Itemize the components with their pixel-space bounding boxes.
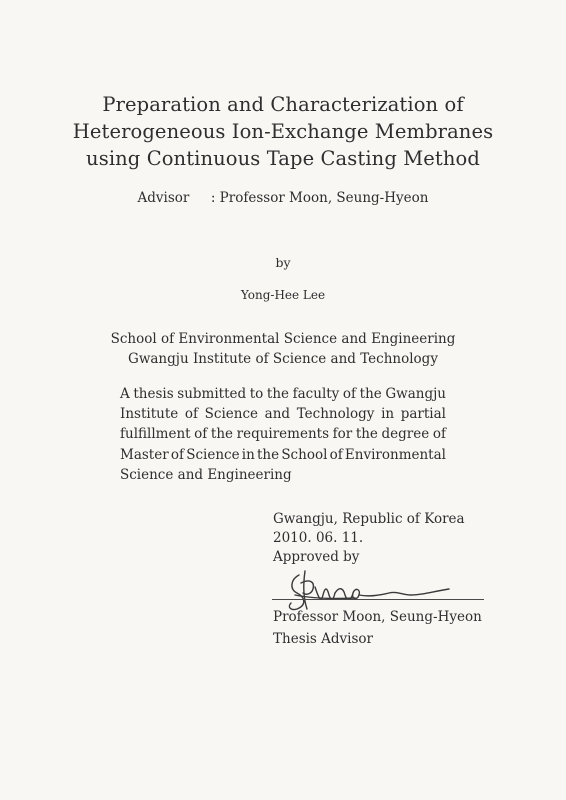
signatory-role: Thesis Advisor [273, 631, 373, 647]
word: Technology [296, 406, 375, 423]
advisor-label: Advisor [137, 190, 190, 206]
word: A [120, 386, 130, 402]
word: partial [400, 406, 446, 423]
word: Master [120, 446, 169, 463]
word: of [170, 446, 184, 463]
word: fulfillment [120, 426, 191, 443]
word: Science [186, 446, 240, 463]
word: the [257, 446, 280, 463]
title-line-2: Heterogeneous Ion-Exchange Membranes [72, 120, 494, 143]
signatory-name: Professor Moon, Seung-Hyeon [273, 609, 482, 625]
word: and [264, 406, 291, 423]
approval-date: 2010. 06. 11. [273, 530, 364, 546]
advisor-line [0, 190, 566, 206]
signatory-block [273, 606, 482, 650]
school-line-1: School of Environmental Science and Engineering [110, 331, 456, 347]
word: for [332, 426, 353, 443]
word: of [432, 426, 446, 443]
word: degree [381, 426, 430, 443]
approval-block [273, 510, 465, 567]
word: requirements [236, 426, 330, 443]
word: to [249, 386, 264, 402]
statement-line-4 [120, 445, 446, 465]
word: Science [204, 406, 259, 423]
approved-by-label: Approved by [273, 549, 360, 565]
word: Gwangju [385, 386, 446, 402]
word: thesis [133, 386, 174, 402]
word: in [241, 446, 255, 463]
word: in [381, 406, 395, 423]
word: of [194, 426, 208, 443]
word: of [342, 386, 357, 402]
word: the [355, 426, 378, 443]
approval-place: Gwangju, Republic of Korea [273, 511, 465, 527]
thesis-statement [120, 384, 446, 485]
word: the [359, 386, 382, 402]
advisor-value: : Professor Moon, Seung-Hyeon [210, 190, 429, 206]
statement-line-3 [120, 424, 446, 444]
word: faculty [292, 386, 340, 402]
word: School [281, 446, 328, 463]
signature-line [272, 599, 484, 600]
title-line-3: using Continuous Tape Casting Method [86, 147, 480, 170]
word: submitted [177, 386, 247, 402]
by-label: by [275, 255, 291, 270]
word: of [329, 446, 343, 463]
word: of [184, 406, 198, 423]
word: Environmental [344, 446, 446, 463]
word: the [266, 386, 290, 402]
school-block [0, 329, 566, 369]
author-name: Yong-Hee Lee [240, 288, 326, 302]
thesis-title [0, 91, 566, 172]
statement-line-5: Science and Engineering [120, 466, 292, 483]
statement-line-2 [120, 404, 446, 424]
school-line-2: Gwangju Institute of Science and Technology [128, 351, 438, 367]
word: the [210, 426, 234, 443]
statement-line-1 [120, 384, 446, 404]
title-line-1: Preparation and Characterization of [102, 93, 464, 116]
word: Institute [120, 406, 179, 423]
